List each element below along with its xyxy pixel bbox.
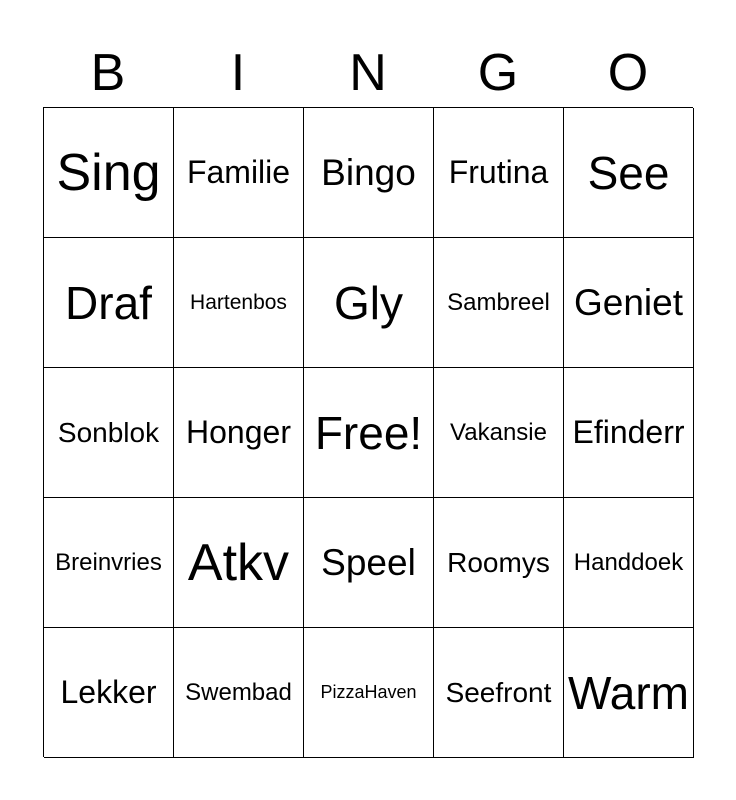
bingo-cell[interactable]: Familie [174,108,304,238]
bingo-cell[interactable]: Swembad [174,628,304,758]
bingo-cell[interactable]: Bingo [304,108,434,238]
bingo-cell[interactable]: Honger [174,368,304,498]
header-letter-g: G [477,44,519,102]
bingo-cell[interactable]: Vakansie [434,368,564,498]
bingo-cell[interactable]: Sing [44,108,174,238]
header-letter-b: B [90,44,126,102]
bingo-cell[interactable]: Hartenbos [174,238,304,368]
bingo-cell[interactable]: Sonblok [44,368,174,498]
bingo-cell[interactable]: Atkv [174,498,304,628]
bingo-cell[interactable]: Gly [304,238,434,368]
header-letter-o: O [607,44,649,102]
bingo-cell[interactable]: Roomys [434,498,564,628]
bingo-cell[interactable]: Sambreel [434,238,564,368]
bingo-cell[interactable]: Breinvries [44,498,174,628]
bingo-board [43,107,693,757]
bingo-cell[interactable]: Geniet [564,238,694,368]
bingo-cell[interactable]: Efinderr [564,368,694,498]
bingo-cell[interactable]: Warm [564,628,694,758]
bingo-cell[interactable]: Handdoek [564,498,694,628]
bingo-cell[interactable]: Draf [44,238,174,368]
bingo-cell[interactable]: PizzaHaven [304,628,434,758]
bingo-cell[interactable]: Speel [304,498,434,628]
header-letter-i: I [230,44,246,102]
bingo-cell-free-space[interactable]: Free! [304,368,434,498]
header-letter-n: N [349,44,387,102]
bingo-cell[interactable]: Frutina [434,108,564,238]
bingo-cell[interactable]: See [564,108,694,238]
bingo-cell[interactable]: Lekker [44,628,174,758]
bingo-header [43,40,693,106]
bingo-cell[interactable]: Seefront [434,628,564,758]
